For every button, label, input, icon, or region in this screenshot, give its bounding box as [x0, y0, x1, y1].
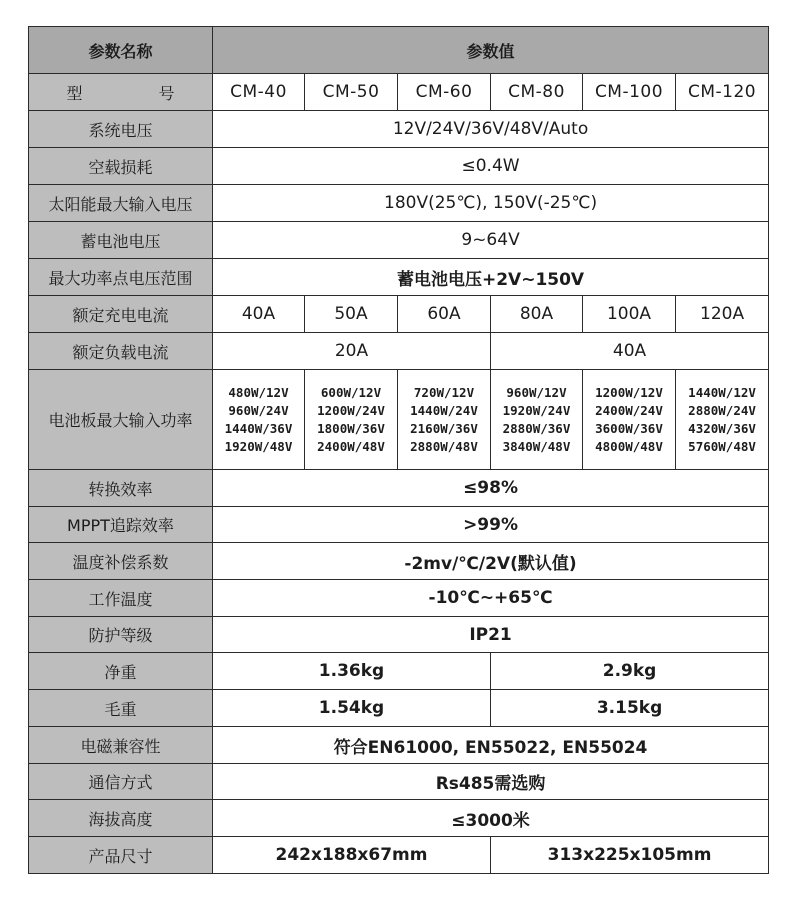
row-no-load-loss	[29, 148, 769, 185]
label-gross-weight: 毛重	[29, 690, 213, 727]
pv-power-cell: 1440W/12V 2880W/24V 4320W/36V 5760W/48V	[676, 370, 769, 470]
header-param-value: 参数值	[213, 27, 769, 74]
value-mppt-range: 蓄电池电压+2V~150V	[213, 259, 769, 296]
label-model: 型 号	[29, 74, 213, 111]
row-battery-voltage	[29, 222, 769, 259]
net-weight-large: 2.9kg	[491, 653, 769, 690]
label-max-pv-power: 电池板最大输入功率	[29, 370, 213, 470]
header-param-name: 参数名称	[29, 27, 213, 74]
pv-power-cell: 960W/12V 1920W/24V 2880W/36V 3840W/48V	[491, 370, 583, 470]
label-battery-voltage: 蓄电池电压	[29, 222, 213, 259]
row-max-pv-voltage	[29, 185, 769, 222]
value-communication: Rs485需选购	[213, 764, 769, 800]
value-conversion-efficiency: ≤98%	[213, 470, 769, 507]
label-communication: 通信方式	[29, 764, 213, 800]
net-weight-small: 1.36kg	[213, 653, 491, 690]
row-temp-compensation	[29, 543, 769, 580]
value-altitude: ≤3000米	[213, 800, 769, 837]
dimensions-small: 242x188x67mm	[213, 837, 491, 874]
load-current-small: 20A	[213, 333, 491, 370]
value-mppt-efficiency: >99%	[213, 507, 769, 543]
label-altitude: 海拔高度	[29, 800, 213, 837]
gross-weight-large: 3.15kg	[491, 690, 769, 727]
row-protection-level	[29, 617, 769, 653]
label-rated-load-current: 额定负载电流	[29, 333, 213, 370]
value-system-voltage: 12V/24V/36V/48V/Auto	[213, 111, 769, 148]
charge-current-value: 100A	[583, 296, 676, 333]
model-cm80: CM-80	[491, 74, 583, 111]
pv-power-cell: 720W/12V 1440W/24V 2160W/36V 2880W/48V	[398, 370, 491, 470]
model-cm50: CM-50	[305, 74, 398, 111]
label-mppt-range: 最大功率点电压范围	[29, 259, 213, 296]
label-no-load-loss: 空载损耗	[29, 148, 213, 185]
gross-weight-small: 1.54kg	[213, 690, 491, 727]
row-mppt-range	[29, 259, 769, 296]
row-max-pv-power	[29, 370, 769, 470]
header-row	[29, 27, 769, 74]
row-gross-weight	[29, 690, 769, 727]
pv-power-cell: 1200W/12V 2400W/24V 3600W/36V 4800W/48V	[583, 370, 676, 470]
label-temp-compensation: 温度补偿系数	[29, 543, 213, 580]
model-cm60: CM-60	[398, 74, 491, 111]
value-emc: 符合EN61000, EN55022, EN55024	[213, 727, 769, 764]
label-dimensions: 产品尺寸	[29, 837, 213, 874]
value-max-pv-voltage: 180V(25℃), 150V(-25℃)	[213, 185, 769, 222]
model-cm40: CM-40	[213, 74, 305, 111]
charge-current-value: 120A	[676, 296, 769, 333]
label-rated-charge-current: 额定充电电流	[29, 296, 213, 333]
row-altitude	[29, 800, 769, 837]
row-communication	[29, 764, 769, 800]
row-net-weight	[29, 653, 769, 690]
charge-current-value: 50A	[305, 296, 398, 333]
label-system-voltage: 系统电压	[29, 111, 213, 148]
label-working-temp: 工作温度	[29, 580, 213, 617]
label-emc: 电磁兼容性	[29, 727, 213, 764]
row-dimensions	[29, 837, 769, 874]
row-rated-charge-current	[29, 296, 769, 333]
charge-current-value: 40A	[213, 296, 305, 333]
value-no-load-loss: ≤0.4W	[213, 148, 769, 185]
label-conversion-efficiency: 转换效率	[29, 470, 213, 507]
value-temp-compensation: -2mv/℃/2V(默认值)	[213, 543, 769, 580]
row-conversion-efficiency	[29, 470, 769, 507]
value-protection-level: IP21	[213, 617, 769, 653]
charge-current-value: 60A	[398, 296, 491, 333]
model-cm100: CM-100	[583, 74, 676, 111]
label-net-weight: 净重	[29, 653, 213, 690]
value-working-temp: -10℃~+65℃	[213, 580, 769, 617]
charge-current-value: 80A	[491, 296, 583, 333]
row-rated-load-current	[29, 333, 769, 370]
spec-table	[28, 26, 769, 874]
dimensions-large: 313x225x105mm	[491, 837, 769, 874]
row-mppt-efficiency	[29, 507, 769, 543]
value-battery-voltage: 9~64V	[213, 222, 769, 259]
row-system-voltage	[29, 111, 769, 148]
row-model	[29, 74, 769, 111]
label-mppt-efficiency: MPPT追踪效率	[29, 507, 213, 543]
pv-power-cell: 600W/12V 1200W/24V 1800W/36V 2400W/48V	[305, 370, 398, 470]
row-working-temp	[29, 580, 769, 617]
label-max-pv-voltage: 太阳能最大输入电压	[29, 185, 213, 222]
row-emc	[29, 727, 769, 764]
pv-power-cell: 480W/12V 960W/24V 1440W/36V 1920W/48V	[213, 370, 305, 470]
label-protection-level: 防护等级	[29, 617, 213, 653]
model-cm120: CM-120	[676, 74, 769, 111]
load-current-large: 40A	[491, 333, 769, 370]
